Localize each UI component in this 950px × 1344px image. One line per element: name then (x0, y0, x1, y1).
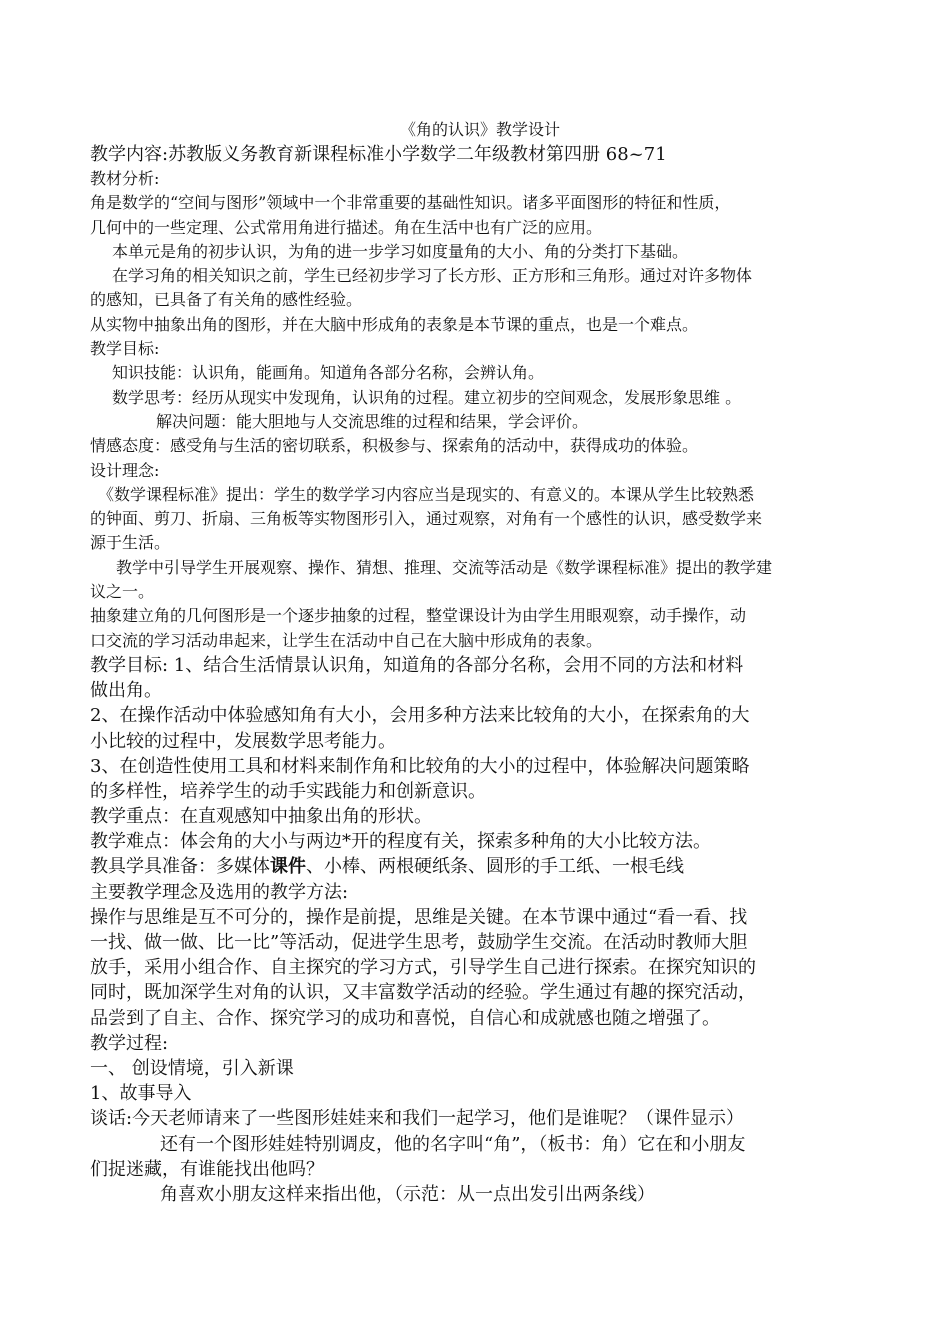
doc-line (90, 1081, 870, 1106)
doc-line-text: 设计理念: (90, 460, 160, 480)
doc-line (90, 1056, 870, 1081)
doc-line-text: 知识技能：认识角，能画角。知道角各部分名称，会辨认角。 (112, 363, 545, 383)
doc-line (90, 1031, 870, 1056)
doc-line-text: 小比较的过程中，发展数学思考能力。 (90, 730, 396, 752)
doc-line (90, 1182, 870, 1207)
doc-line-text: 教学中引导学生开展观察、操作、猜想、推理、交流等活动是《数学课程标准》提出的教学建 (116, 557, 773, 577)
doc-line (90, 955, 870, 980)
doc-line (90, 264, 870, 288)
doc-line-bold-text: 课件 (270, 856, 306, 878)
doc-line-text: 源于生活。 (90, 533, 171, 553)
doc-line-text: 解决问题：能大胆地与人交流思维的过程和结果，学会评价。 (156, 411, 589, 431)
doc-line (90, 930, 870, 955)
doc-line (90, 980, 870, 1005)
doc-line (90, 556, 870, 580)
doc-line-text: 谈话:今天老师请来了一些图形娃娃来和我们一起学习，他们是谁呢？（课件显示） (90, 1108, 745, 1130)
doc-line-text: 教学过程: (90, 1032, 169, 1054)
doc-line-text: 从实物中抽象出角的图形，并在大脑中形成角的表象是本节课的重点，也是一个难点。 (90, 314, 699, 334)
doc-line-text: 教学目标: 1、结合生活情景认识角，知道角的各部分名称，会用不同的方法和材料 (90, 654, 744, 676)
doc-line-text: 教学内容:苏教版义务教育新课程标准小学数学二年级教材第四册 68~71 (90, 144, 667, 165)
doc-line-text: 几何中的一些定理、公式常用角进行描述。角在生活中也有广泛的应用。 (90, 217, 603, 237)
doc-line (90, 507, 870, 531)
doc-line (90, 410, 870, 434)
doc-line-text: 教具学具准备：多媒体 (90, 856, 270, 878)
doc-line-text: 角是数学的“空间与图形”领域中一个非常重要的基础性知识。诸多平面图形的特征和性质， (90, 193, 731, 213)
doc-body (90, 142, 870, 1207)
doc-line-text: 数学思考：经历从现实中发现角，认识角的过程。建立初步的空间观念，发展形象思维 。 (112, 387, 742, 407)
doc-line (90, 386, 870, 410)
doc-line (90, 459, 870, 483)
doc-title: 《角的认识》教学设计 (399, 120, 560, 139)
doc-line-text: 教学难点：体会角的大小与两边*开的程度有关，探索多种角的大小比较方法。 (90, 831, 711, 853)
doc-line (90, 804, 870, 829)
doc-line (90, 829, 870, 854)
doc-line (90, 779, 870, 804)
doc-line-text: 做出角。 (90, 680, 162, 702)
doc-line (90, 629, 870, 653)
doc-line-text: 本单元是角的初步认识，为角的进一步学习如度量角的大小、角的分类打下基础。 (112, 241, 689, 261)
doc-line (90, 361, 870, 385)
doc-line (90, 703, 870, 728)
doc-line-text: 主要教学理念及选用的教学方法: (90, 881, 349, 903)
doc-line (90, 216, 870, 240)
doc-line (90, 483, 870, 507)
doc-line-text: 还有一个图形娃娃特别调皮，他的名字叫“角”，（板书：角）它在和小朋友 (160, 1133, 746, 1155)
doc-line-text: 品尝到了自主、合作、探究学习的成功和喜悦，自信心和成就感也随之增强了。 (90, 1007, 720, 1029)
doc-line-text: 3、在创造性使用工具和材料来制作角和比较角的大小的过程中，体验解决问题策略 (90, 755, 750, 777)
doc-line-text: 议之一。 (90, 582, 155, 602)
doc-line-text: 的多样性，培养学生的动手实践能力和创新意识。 (90, 780, 486, 802)
doc-line (90, 240, 870, 264)
doc-line-text: 操作与思维是互不可分的，操作是前提，思维是关键。在本节课中通过“看一看、找 (90, 906, 748, 928)
doc-line-text: 教学目标: (90, 339, 160, 359)
doc-line (90, 880, 870, 905)
doc-line (90, 313, 870, 337)
doc-line (90, 580, 870, 604)
document-page (90, 118, 870, 1207)
doc-line (90, 167, 870, 191)
doc-line-text: 的感知，已具备了有关角的感性经验。 (90, 290, 363, 310)
doc-line (90, 1106, 870, 1131)
doc-line (90, 653, 870, 678)
doc-line (90, 1006, 870, 1031)
doc-line-text: 的钟面、剪刀、折扇、三角板等实物图形引入，通过观察，对角有一个感性的认识，感受数学来 (90, 509, 763, 529)
doc-line-text: 教材分析: (90, 169, 160, 188)
doc-line (90, 1132, 870, 1157)
doc-line (90, 905, 870, 930)
doc-line-text: 角喜欢小朋友这样来指出他，（示范：从一点出发引出两条线） (160, 1183, 655, 1205)
doc-line (90, 754, 870, 779)
doc-line (90, 288, 870, 312)
doc-line-text: 情感态度：感受角与生活的密切联系，积极参与、探索角的活动中，获得成功的体验。 (90, 436, 699, 456)
doc-line (90, 191, 870, 215)
doc-line-text: 同时，既加深学生对角的认识，又丰富数学活动的经验。学生通过有趣的探究活动， (90, 982, 756, 1004)
doc-line-text: 放手，采用小组合作、自主探究的学习方式，引导学生自己进行探索。在探究知识的 (90, 957, 756, 979)
doc-line (90, 729, 870, 754)
doc-line (90, 854, 870, 879)
doc-line-text: 在学习角的相关知识之前，学生已经初步学习了长方形、正方形和三角形。通过对许多物体 (112, 266, 753, 286)
doc-line-text: 2、在操作活动中体验感知角有大小，会用多种方法来比较角的大小，在探索角的大 (90, 705, 750, 727)
doc-line-text: 抽象建立角的几何图形是一个逐步抽象的过程，整堂课设计为由学生用眼观察，动手操作，动 (90, 606, 747, 626)
doc-line-text: 一找、做一做、比一比”等活动，促进学生思考，鼓励学生交流。在活动时教师大胆 (90, 932, 748, 953)
doc-line-text: 一、 创设情境，引入新课 (90, 1057, 294, 1079)
doc-line-text: 教学重点：在直观感知中抽象出角的形状。 (90, 806, 432, 828)
doc-line (90, 434, 870, 458)
doc-line-text-cont: 、小棒、两根硬纸条、圆形的手工纸、一根毛线 (306, 856, 684, 878)
doc-line (90, 604, 870, 628)
doc-line (90, 1157, 870, 1182)
doc-line-text: 《数学课程标准》提出：学生的数学学习内容应当是现实的、有意义的。本课从学生比较熟悉 (98, 484, 755, 504)
doc-line-text: 们捉迷藏，有谁能找出他吗？ (90, 1158, 324, 1180)
doc-line (90, 142, 870, 167)
doc-line (90, 678, 870, 703)
doc-line (90, 337, 870, 361)
doc-line (90, 531, 870, 555)
doc-line-text: 1、故事导入 (90, 1083, 192, 1105)
doc-line-text: 口交流的学习活动串起来，让学生在活动中自己在大脑中形成角的表象。 (90, 630, 603, 650)
